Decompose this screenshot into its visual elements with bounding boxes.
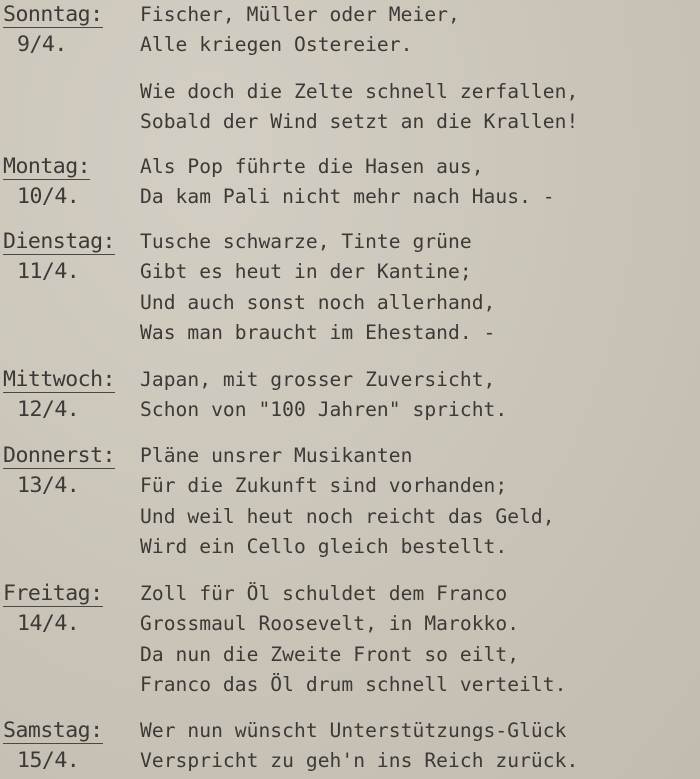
verse-line: Tusche schwarze, Tinte grüne	[140, 230, 472, 253]
verse-line: Was man braucht im Ehestand. -	[140, 321, 496, 345]
verse-line: Fischer, Müller oder Meier,	[140, 3, 460, 26]
verse-line: Pläne unsrer Musikanten	[140, 444, 413, 467]
verse-line: Sobald der Wind setzt an die Krallen!	[140, 110, 579, 134]
verse-line: Und weil heut noch reicht das Geld,	[140, 504, 555, 528]
verse-line: Für die Zukunft sind vorhanden;	[140, 474, 508, 498]
verse	[140, 365, 507, 426]
date-label: 13/4.	[17, 473, 80, 498]
verse-line: Wer nun wünscht Unterstützungs-Glück	[140, 719, 567, 742]
verse	[140, 579, 566, 701]
date-label: 11/4.	[17, 259, 80, 284]
day-label: Donnerst:	[3, 443, 115, 468]
verse	[140, 227, 495, 349]
verse	[140, 716, 578, 777]
date-label: 10/4.	[17, 184, 80, 209]
day-label: Samstag:	[3, 718, 103, 743]
verse-line: Da nun die Zweite Front so eilt,	[140, 642, 520, 666]
day-label: Sonntag:	[3, 2, 103, 27]
day-label: Dienstag:	[3, 229, 115, 254]
verse	[140, 152, 555, 213]
verse-line: Japan, mit grosser Zuversicht,	[140, 368, 496, 391]
verse-line: Und auch sonst noch allerhand,	[140, 290, 496, 314]
day-label: Mittwoch:	[3, 367, 115, 392]
verse-line: Da kam Pali nicht mehr nach Haus. -	[140, 185, 555, 209]
verse	[140, 0, 578, 138]
verse-line: Gibt es heut in der Kantine;	[140, 260, 472, 284]
verse-line: Schon von "100 Jahren" spricht.	[140, 398, 508, 422]
date-label: 12/4.	[17, 397, 80, 422]
day-label: Freitag:	[3, 581, 103, 606]
verse-line: Zoll für Öl schuldet dem Franco	[140, 582, 508, 605]
date-label: 9/4.	[17, 32, 67, 57]
day-label: Montag:	[3, 154, 91, 179]
verse-line: Franco das Öl drum schnell verteilt.	[140, 673, 567, 697]
verse-line: Wird ein Cello gleich bestellt.	[140, 535, 508, 559]
verse	[140, 441, 555, 563]
verse-line: Alle kriegen Ostereier.	[140, 33, 413, 57]
verse-line: Grossmaul Roosevelt, in Marokko.	[140, 612, 520, 636]
verse-line: Verspricht zu geh'n ins Reich zurück.	[140, 749, 579, 773]
date-label: 14/4.	[17, 611, 80, 636]
verse-line: Als Pop führte die Hasen aus,	[140, 155, 484, 178]
verse-line: Wie doch die Zelte schnell zerfallen,	[140, 79, 579, 103]
date-label: 15/4.	[17, 748, 80, 773]
